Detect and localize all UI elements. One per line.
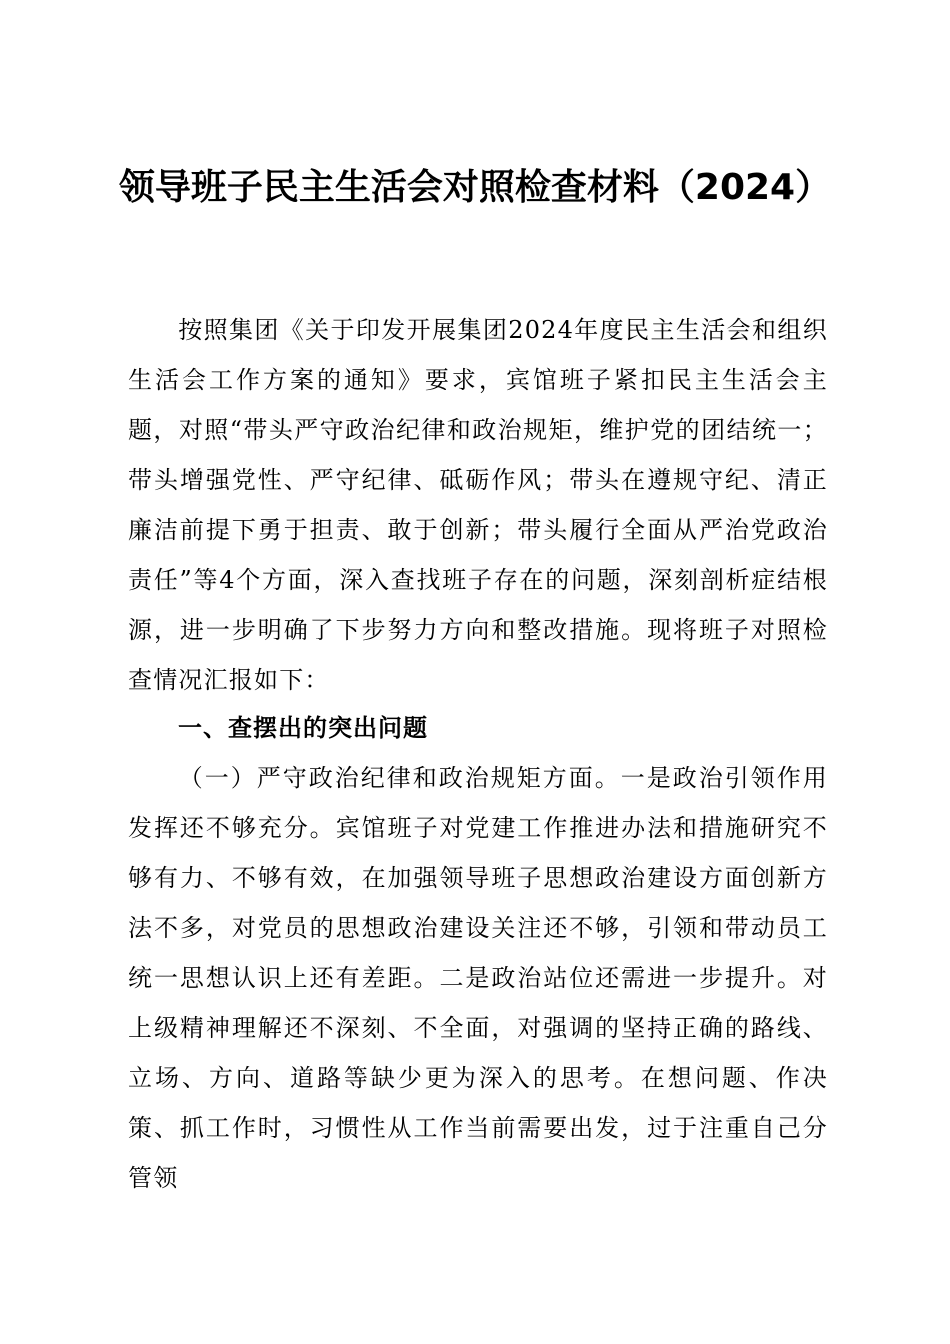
document-title: 领导班子民主生活会对照检查材料（2024）	[118, 167, 832, 208]
section-1-paragraph-1-text: （一）严守政治纪律和政治规矩方面。一是政治引领作用发挥还不够充分。宾馆班子对党建工作推进办法和措施研究不够有力、不够有效，在加强领导班子思想政治建设方面创新方法不多，对党员的思想政治建设关注还不够，引领和带动员工统一思想认识上还有差距。二是政治站位还需进一步提升。对上级精神理解还不深刻、不全面，对强调的坚持正确的路线、立场、方向、道路等缺少更为深入的思考。在想问题、作决策、抓工作时，习惯性从工作当前需要出发，过于注重自己分管领	[128, 764, 828, 1192]
section-heading-1: 一、查摆出的突出问题	[178, 714, 428, 742]
section-1-paragraph-1	[128, 753, 828, 1203]
intro-paragraph-text: 按照集团《关于印发开展集团2024年度民主生活会和组织生活会工作方案的通知》要求，宾馆班子紧扣民主生活会主题，对照“带头严守政治纪律和政治规矩，维护党的团结统一；带头增强党性、严守纪律、砥砺作风；带头在遵规守纪、清正廉洁前提下勇于担责、敢于创新；带头履行全面从严治党政治责任”等4个方面，深入查找班子存在的问题，深刻剖析症结根源，进一步明确了下步努力方向和整改措施。现将班子对照检查情况汇报如下：	[128, 316, 828, 694]
intro-paragraph	[128, 305, 828, 705]
